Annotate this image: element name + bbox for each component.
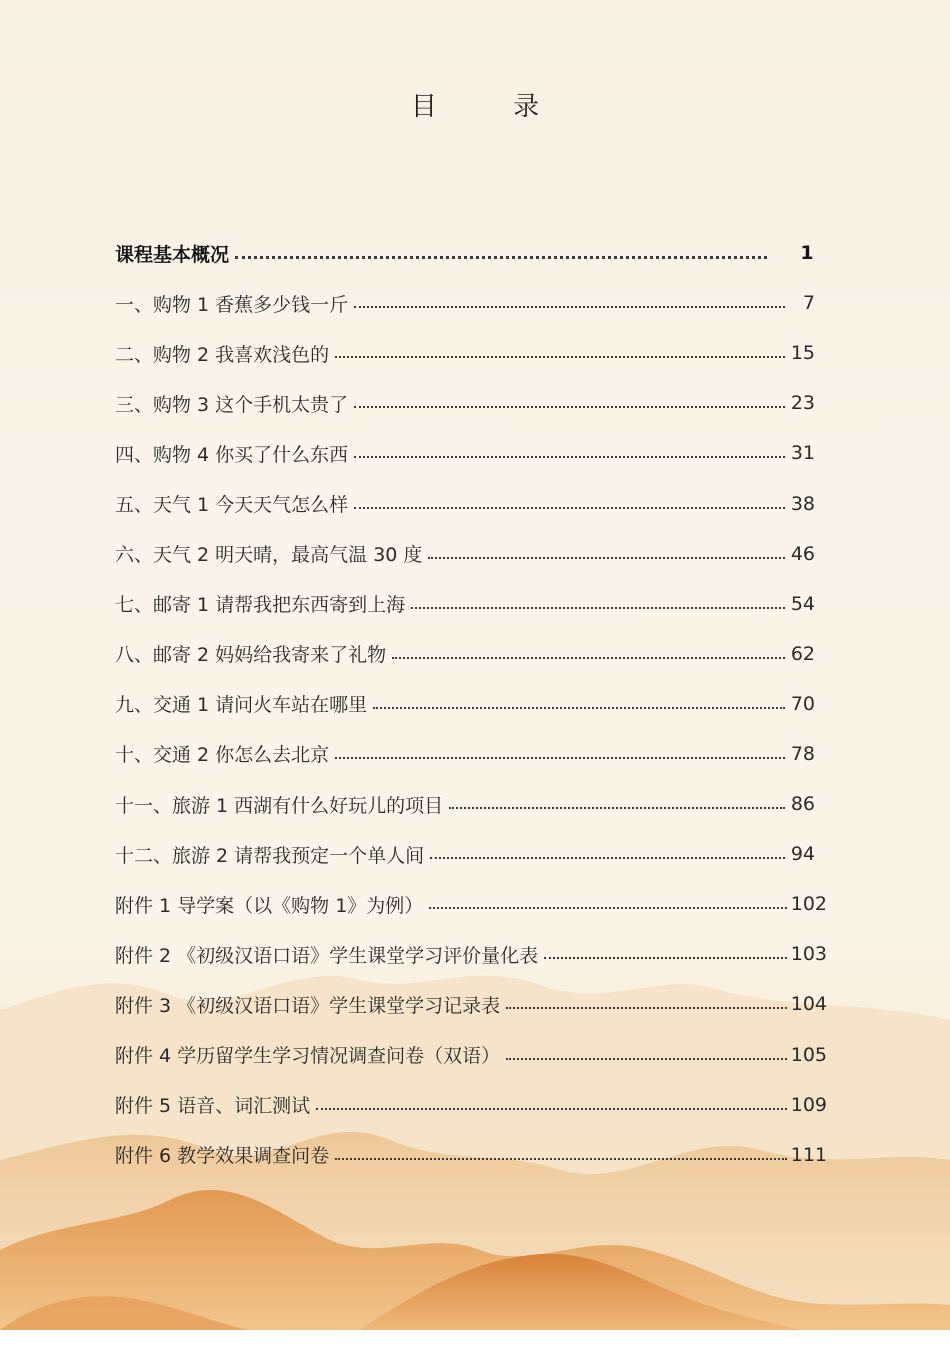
toc-entry-label: 附件 1 导学案（以《购物 1》为例） xyxy=(115,894,424,917)
toc-entry-chapter[interactable] xyxy=(115,428,827,478)
toc-entry-page-number: 62 xyxy=(790,642,815,665)
toc-entry-page-number: 38 xyxy=(790,492,815,515)
dot-leader xyxy=(373,705,785,709)
toc-entry-page-number: 102 xyxy=(790,893,827,916)
toc-entry-page-number: 23 xyxy=(790,392,815,415)
dot-leader xyxy=(449,805,785,809)
toc-entry-chapter[interactable] xyxy=(115,378,827,428)
toc-entry-main[interactable] xyxy=(115,228,827,278)
toc-entry-page-number: 31 xyxy=(790,442,815,465)
toc-entry-chapter[interactable] xyxy=(115,529,827,579)
toc-entry-label: 二、购物 2 我喜欢浅色的 xyxy=(115,343,330,366)
toc-entry-label: 课程基本概况 xyxy=(115,243,230,266)
page-bottom-margin xyxy=(0,1330,950,1346)
dot-leader xyxy=(430,855,785,859)
toc-entry-label: 附件 4 学历留学生学习情况调查问卷（双语） xyxy=(115,1045,501,1068)
toc-entry-appendix[interactable] xyxy=(115,929,827,979)
dot-leader xyxy=(411,605,785,609)
toc-entry-appendix[interactable] xyxy=(115,979,827,1029)
toc-entry-label: 附件 2 《初级汉语口语》学生课堂学习评价量化表 xyxy=(115,944,539,967)
toc-entry-label: 七、邮寄 1 请帮我把东西寄到上海 xyxy=(115,594,406,617)
toc-entry-chapter[interactable] xyxy=(115,679,827,729)
dot-leader xyxy=(506,1005,787,1009)
toc-entry-label: 十、交通 2 你怎么去北京 xyxy=(115,744,330,767)
toc-entry-label: 六、天气 2 明天晴，最高气温 30 度 xyxy=(115,544,423,567)
toc-entry-chapter[interactable] xyxy=(115,278,827,328)
dot-leader xyxy=(354,454,785,458)
toc-entry-page-number: 104 xyxy=(790,993,827,1016)
toc-entry-chapter[interactable] xyxy=(115,328,827,378)
dot-leader xyxy=(354,505,785,509)
toc-entry-appendix[interactable] xyxy=(115,1030,827,1080)
dot-leader xyxy=(235,254,767,259)
toc-entry-appendix[interactable] xyxy=(115,879,827,929)
toc-entry-label: 附件 6 教学效果调查问卷 xyxy=(115,1145,330,1168)
dot-leader xyxy=(428,555,785,559)
dot-leader xyxy=(506,1056,787,1060)
dot-leader xyxy=(335,755,785,759)
toc-list xyxy=(115,228,827,1180)
toc-entry-label: 十二、旅游 2 请帮我预定一个单人间 xyxy=(115,844,425,867)
toc-entry-page-number: 94 xyxy=(790,843,815,866)
toc-entry-appendix[interactable] xyxy=(115,1130,827,1180)
toc-entry-label: 十一、旅游 1 西湖有什么好玩儿的项目 xyxy=(115,794,444,817)
toc-entry-page-number: 109 xyxy=(790,1093,827,1116)
toc-entry-page-number: 86 xyxy=(790,793,815,816)
toc-entry-page-number: 7 xyxy=(802,292,815,315)
toc-entry-page-number: 15 xyxy=(790,342,815,365)
dot-leader xyxy=(354,404,785,408)
toc-entry-label: 三、购物 3 这个手机太贵了 xyxy=(115,393,349,416)
dot-leader xyxy=(544,955,787,959)
dot-leader xyxy=(429,905,786,909)
dot-leader xyxy=(335,1156,787,1160)
toc-entry-label: 八、邮寄 2 妈妈给我寄来了礼物 xyxy=(115,644,387,667)
toc-entry-page-number: 1 xyxy=(800,242,814,265)
toc-entry-label: 一、购物 1 香蕉多少钱一斤 xyxy=(115,293,349,316)
toc-entry-page-number: 105 xyxy=(790,1043,827,1066)
dot-leader xyxy=(392,655,785,659)
dot-leader xyxy=(335,354,785,358)
toc-entry-label: 四、购物 4 你买了什么东西 xyxy=(115,443,349,466)
toc-entry-page-number: 54 xyxy=(790,592,815,615)
toc-entry-page-number: 103 xyxy=(790,943,827,966)
toc-entry-page-number: 46 xyxy=(790,542,815,565)
toc-entry-chapter[interactable] xyxy=(115,579,827,629)
toc-entry-chapter[interactable] xyxy=(115,629,827,679)
toc-entry-chapter[interactable] xyxy=(115,478,827,528)
dot-leader xyxy=(354,304,785,308)
toc-entry-label: 五、天气 1 今天天气怎么样 xyxy=(115,494,349,517)
toc-entry-page-number: 111 xyxy=(790,1143,827,1166)
toc-entry-appendix[interactable] xyxy=(115,1080,827,1130)
dot-leader xyxy=(316,1106,787,1110)
toc-title: 目 录 xyxy=(410,92,574,122)
toc-entry-page-number: 70 xyxy=(790,692,815,715)
toc-entry-label: 附件 3 《初级汉语口语》学生课堂学习记录表 xyxy=(115,994,501,1017)
toc-entry-label: 九、交通 1 请问火车站在哪里 xyxy=(115,694,368,717)
toc-entry-chapter[interactable] xyxy=(115,779,827,829)
toc-entry-page-number: 78 xyxy=(790,742,815,765)
toc-entry-label: 附件 5 语音、词汇测试 xyxy=(115,1095,311,1118)
toc-entry-chapter[interactable] xyxy=(115,729,827,779)
toc-entry-chapter[interactable] xyxy=(115,829,827,879)
